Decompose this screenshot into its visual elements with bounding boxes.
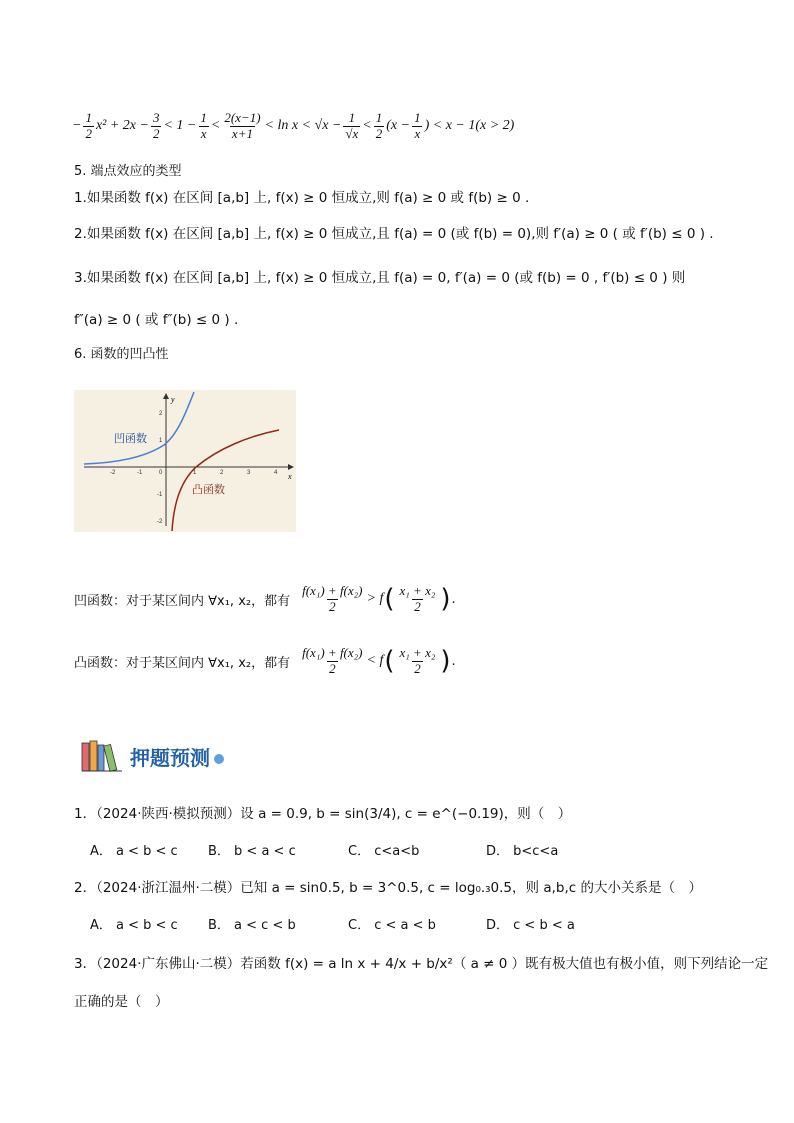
q1-option-b[interactable]: B． b < a < c — [208, 844, 296, 859]
frac-6: $\frac{1}{2}$ — [375, 109, 383, 141]
convexity-graph — [74, 390, 296, 532]
q1-option-d[interactable]: D． b<c<a — [486, 844, 559, 859]
section5-title: 5. 端点效应的类型 — [74, 164, 182, 179]
graph-background — [74, 390, 296, 532]
y-tick: -2 — [157, 519, 163, 525]
chain-part-7: ) < x − 1(x > 2) — [424, 118, 515, 133]
paren-open: ( — [384, 584, 395, 614]
banner-dot — [214, 754, 224, 764]
convex-right-frac: $\frac{\text{x₁ + x₂}}{2}$ — [399, 644, 436, 676]
x-tick: 3 — [247, 470, 251, 476]
convex-definition — [74, 638, 456, 684]
section5-item-1: 1.如果函数 f(x) 在区间 [a,b] 上, f(x) ≥ 0 恒成立,则 f(a) ≥ 0 或 f(b) ≥ 0 . — [74, 190, 530, 206]
frac-5: $\frac{1}{√x}$ — [345, 109, 359, 141]
banner-title: 押题预测 — [130, 745, 210, 770]
q1-option-a[interactable]: A． a < b < c — [90, 844, 178, 859]
q1-option-c[interactable]: C． c<a<b — [348, 844, 420, 859]
chain-part-6: (x − — [386, 118, 411, 133]
chain-start: − — [72, 118, 82, 133]
concave-op: > f — [366, 591, 384, 606]
y-tick: 1 — [159, 438, 163, 444]
question-1-stem: 1．（2024·陕西·模拟预测）设 a = 0.9, b = sin(3/4), c = e^(−0.19)，则（ ） — [74, 806, 572, 822]
convex-def-label: 凸函数：对于某区间内 ∀x₁, x₂，都有 — [74, 655, 291, 671]
x-tick: 1 — [193, 470, 197, 476]
paren-open: ( — [384, 646, 395, 676]
y-axis-label: y — [171, 395, 175, 404]
q2-option-a[interactable]: A． a < b < c — [90, 918, 178, 933]
chain-part-3: < — [210, 118, 221, 133]
q2-option-d[interactable]: D． c < b < a — [486, 918, 575, 933]
q2-option-c[interactable]: C． c < a < b — [348, 918, 436, 933]
chain-part-5: < — [362, 118, 372, 133]
x-tick: 2 — [220, 470, 224, 476]
section5-item-3: 3.如果函数 f(x) 在区间 [a,b] 上, f(x) ≥ 0 恒成立,且 f(a) = 0, f′(a) = 0 (或 f(b) = 0 , f′(b) ≤ 0 ) 则 — [74, 270, 686, 286]
x-tick: -1 — [137, 470, 143, 476]
frac-4: $\frac{2(x-1)}{x+1}$ — [224, 109, 261, 141]
concave-end: . — [451, 591, 456, 607]
concave-def-label: 凹函数：对于某区间内 ∀x₁, x₂，都有 — [74, 593, 291, 609]
convex-label: 凸函数 — [192, 483, 225, 496]
frac-1: $\frac{1}{2}$ — [85, 109, 92, 141]
q2-option-b[interactable]: B． a < c < b — [208, 918, 296, 933]
x-axis-label: x — [288, 472, 292, 481]
y-tick: -1 — [157, 492, 163, 498]
section5-item-2: 2.如果函数 f(x) 在区间 [a,b] 上, f(x) ≥ 0 恒成立,且 f(a) = 0 (或 f(b) = 0),则 f′(a) ≥ 0 ( 或 f′(b) ≤ 0 ) . — [74, 226, 714, 242]
concave-right-frac: $\frac{\text{x₁ + x₂}}{2}$ — [399, 582, 436, 614]
concave-left-frac: $\frac{\text{f(x₁) + f(x₂)}}{2}$ — [302, 582, 363, 614]
x-tick: 4 — [274, 470, 278, 476]
frac-7: $\frac{1}{x}$ — [414, 109, 421, 141]
x-tick: 0 — [159, 470, 163, 476]
convex-left-frac: $\frac{\text{f(x₁) + f(x₂)}}{2}$ — [302, 644, 363, 676]
banner — [80, 738, 224, 774]
paren-close: ) — [440, 646, 451, 676]
concave-definition — [74, 576, 456, 622]
convexity-graph-svg — [74, 390, 296, 532]
section5-item-4: f″(a) ≥ 0 ( 或 f″(b) ≤ 0 ) . — [74, 312, 239, 328]
inequality-chain — [72, 106, 514, 146]
concave-label: 凹函数 — [114, 432, 147, 445]
question-3-stem-cont: 正确的是（ ） — [74, 994, 169, 1010]
paren-close: ) — [440, 584, 451, 614]
convex-end: . — [451, 653, 456, 669]
question-2-stem: 2．（2024·浙江温州·二模）已知 a = sin0.5, b = 3^0.5, c = log₀.₃0.5，则 a,b,c 的大小关系是（ ） — [74, 880, 702, 896]
books-icon — [80, 739, 124, 773]
x-tick: -2 — [110, 470, 116, 476]
question-3-stem: 3．（2024·广东佛山·二模）若函数 f(x) = a ln x + 4/x + b/x²（ a ≠ 0 ）既有极大值也有极小值，则下列结论一定 — [74, 956, 769, 972]
convex-op: < f — [366, 653, 384, 668]
frac-3: $\frac{1}{x}$ — [200, 109, 207, 141]
frac-2: $\frac{3}{2}$ — [152, 109, 160, 141]
section6-title: 6. 函数的凹凸性 — [74, 347, 169, 362]
y-tick: 2 — [159, 411, 163, 417]
chain-part-4: < ln x < √x − — [264, 118, 342, 133]
chain-part-1: x² + 2x − — [95, 118, 149, 133]
chain-part-2: < 1 − — [163, 118, 197, 133]
